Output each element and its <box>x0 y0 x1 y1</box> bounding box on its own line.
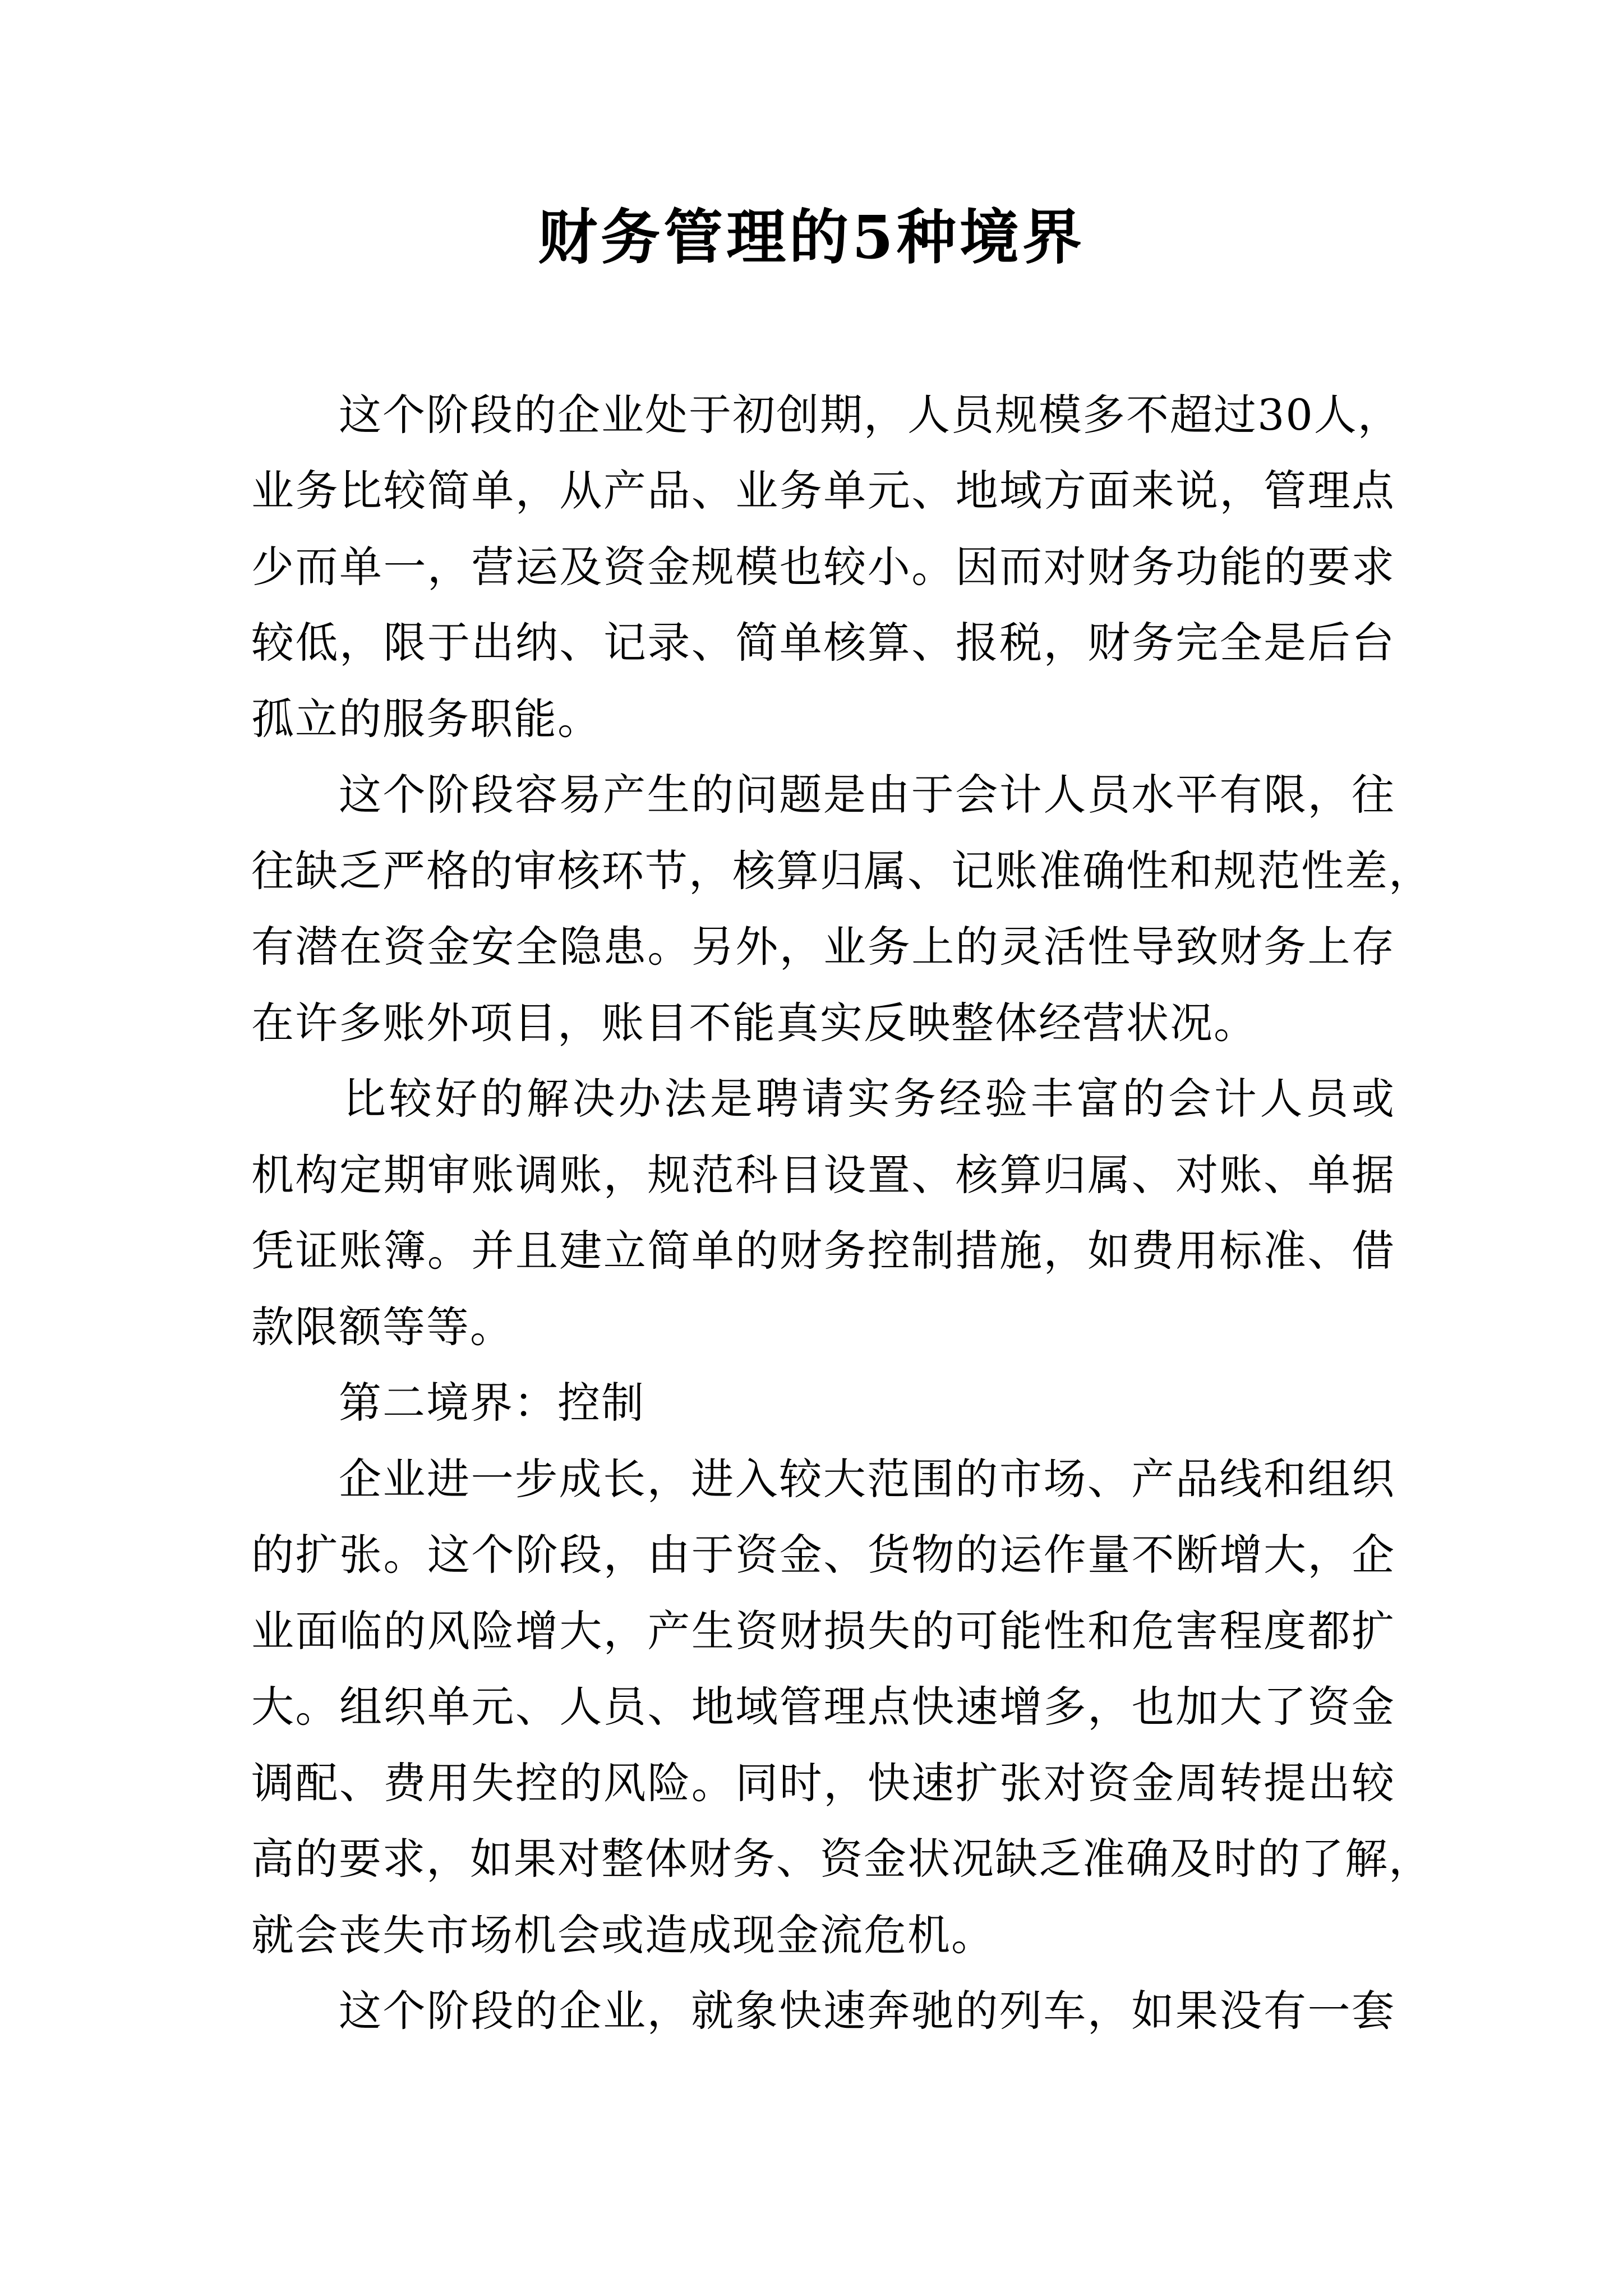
paragraph-line: 孤立的服务职能。 <box>251 694 601 744</box>
paragraph-line: 款限额等等。 <box>251 1302 514 1352</box>
paragraph-line: 高的要求，如果对整体财务、资金状况缺乏准确及时的了解， <box>251 1834 1432 1884</box>
section-heading: 第二境界：控制 <box>339 1378 645 1428</box>
paragraph-line: 的扩张。这个阶段，由于资金、货物的运作量不断增大，企 <box>251 1530 1395 1580</box>
paragraph-line: 这个阶段的企业处于初创期，人员规模多不超过30人， <box>339 390 1401 440</box>
paragraph-line: 业务比较简单，从产品、业务单元、地域方面来说，管理点 <box>251 466 1395 516</box>
paragraph-line: 少而单一，营运及资金规模也较小。因而对财务功能的要求 <box>251 542 1395 592</box>
paragraph-line: 往缺乏严格的审核环节，核算归属、记账准确性和规范性差， <box>251 846 1432 896</box>
paragraph-line: 有潜在资金安全隐患。另外，业务上的灵活性导致财务上存 <box>251 922 1395 972</box>
paragraph-line: 大。组织单元、人员、地域管理点快速增多，也加大了资金 <box>251 1682 1395 1732</box>
paragraph-line: 业面临的风险增大，产生资财损失的可能性和危害程度都扩 <box>251 1606 1395 1656</box>
paragraph-line: 在许多账外项目，账目不能真实反映整体经营状况。 <box>251 998 1257 1048</box>
paragraph-line: 凭证账簿。并且建立简单的财务控制措施，如费用标准、借 <box>251 1226 1395 1276</box>
paragraph-line: 比较好的解决办法是聘请实务经验丰富的会计人员或 <box>343 1074 1395 1124</box>
paragraph-line: 调配、费用失控的风险。同时，快速扩张对资金周转提出较 <box>251 1758 1395 1808</box>
paragraph-line: 企业进一步成长，进入较大范围的市场、产品线和组织 <box>339 1454 1395 1504</box>
paragraph-line: 这个阶段的企业，就象快速奔驰的列车，如果没有一套 <box>339 1986 1395 2036</box>
paragraph-line: 机构定期审账调账，规范科目设置、核算归属、对账、单据 <box>251 1150 1395 1200</box>
paragraph-line: 就会丧失市场机会或造成现金流危机。 <box>251 1910 995 1960</box>
document-title: 财务管理的5种境界 <box>538 202 1085 272</box>
paragraph-line: 这个阶段容易产生的问题是由于会计人员水平有限，往 <box>339 770 1395 820</box>
paragraph-line: 较低，限于出纳、记录、简单核算、报税，财务完全是后台 <box>251 618 1395 668</box>
